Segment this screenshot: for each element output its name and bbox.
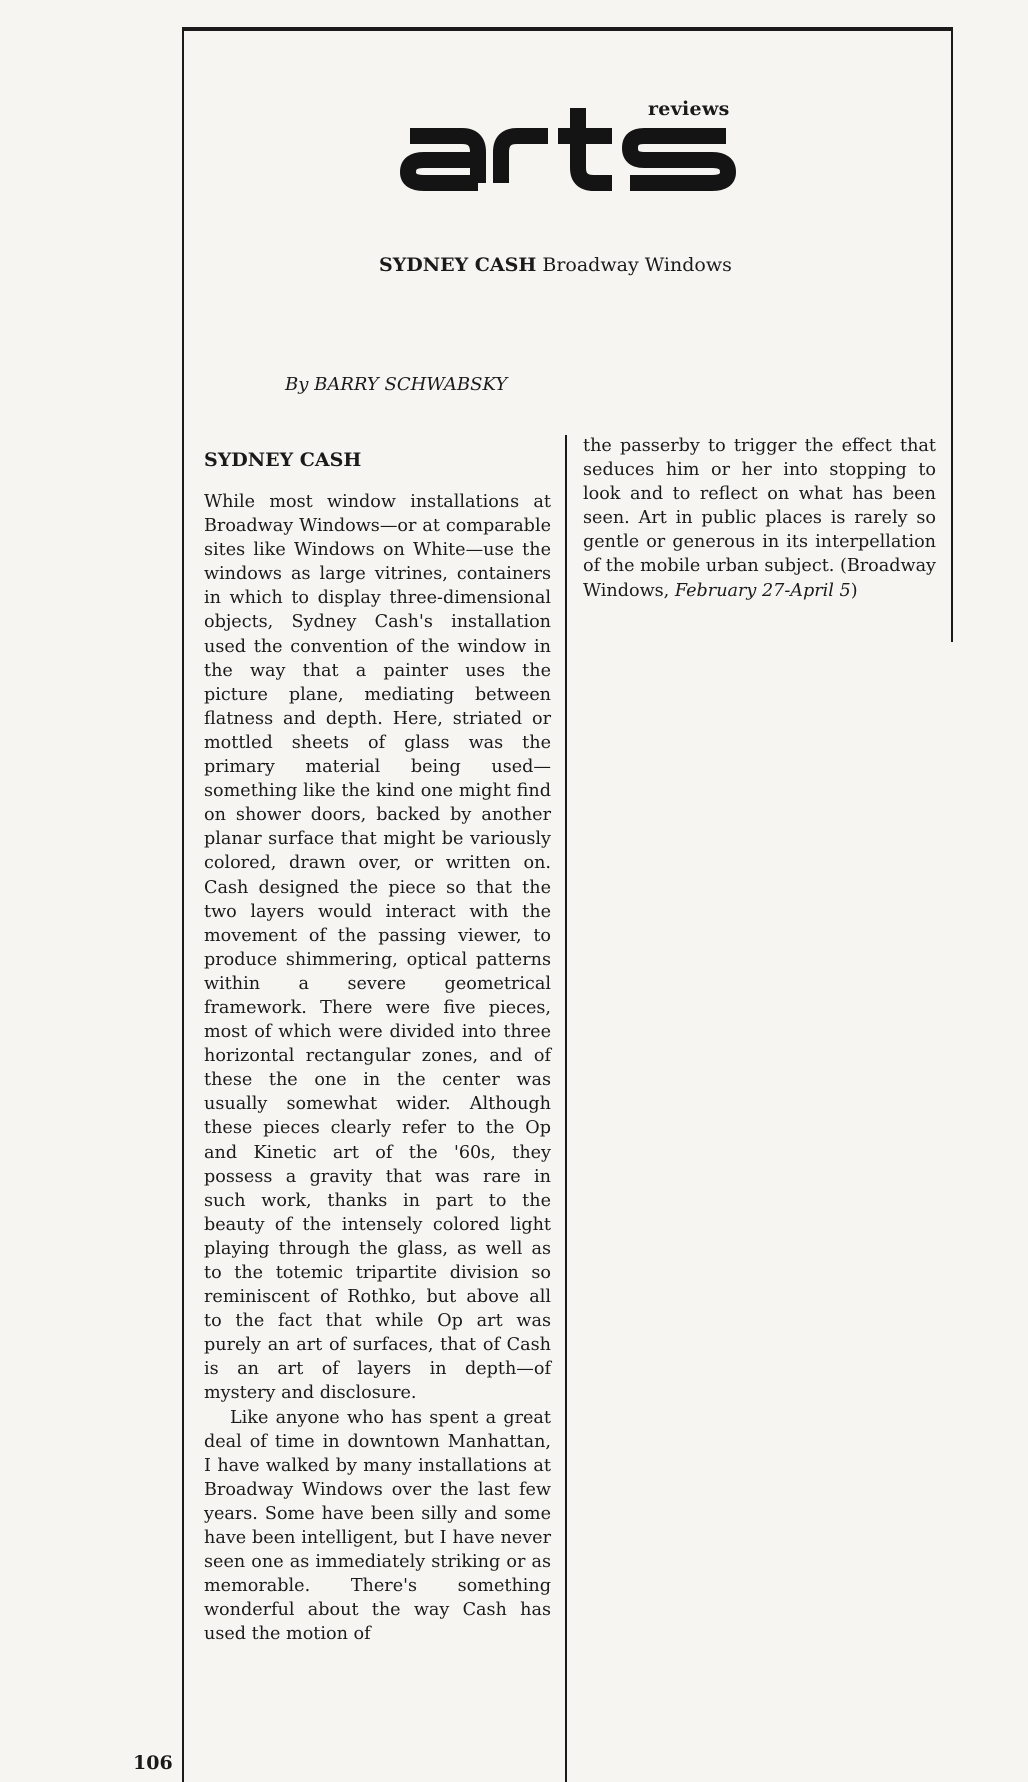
frame-top-rule — [182, 27, 953, 31]
continuation-close: ) — [850, 580, 858, 601]
exhibition-dates: February 27-April 5 — [674, 580, 851, 601]
article-subheading: SYDNEY CASH — [204, 449, 362, 471]
section-label: reviews — [648, 98, 730, 120]
column-right — [583, 434, 936, 603]
continuation-text: the passerby to trigger the effect that seduces him or her into stopping to look and to reflect on what has been seen. Art in public places is rarely so gentle or generous in its interpellation of the mobile urban subject. (Broadway Windows, — [583, 436, 936, 601]
venue-name: Broadway Windows — [542, 254, 732, 276]
artist-name: SYDNEY CASH — [379, 254, 537, 276]
paragraph-2: Like anyone who has spent a great deal of time in downtown Manhattan, I have walked by many installations at Broadway Windows over the last few years. Some have been silly and some have been intelligent, but I have never seen one as immediately striking or as memorable. There's something wonderful about the way Cash has used the motion of — [204, 1407, 551, 1645]
column-left — [204, 490, 551, 1647]
column-divider — [565, 435, 567, 1782]
frame-left-rule — [182, 27, 184, 1782]
review-heading — [379, 254, 732, 276]
continuation-paragraph — [583, 434, 936, 603]
frame-right-rule — [951, 27, 953, 642]
byline: By BARRY SCHWABSKY — [285, 374, 508, 395]
paragraph-1: While most window installations at Broadway Windows—or at comparable sites like Windows on White—use the windows as large vitrines, containers in which to display three-dimensional objects, Sydney Cash's installation used the convention of the window in the way that a painter uses the picture plane, mediating between flatness and depth. Here, striated or mottled sheets of glass was the primary material being used—something like the kind one might find on shower doors, backed by another planar surface that might be variously colored, drawn over, or written on. Cash designed the piece so that the two layers would interact with the movement of the passing viewer, to produce shimmering, optical patterns within a severe geometrical framework. There were five pieces, most of which were divided into three horizontal rectangular zones, and of these the one in the center was usually somewhat wider. Although these pieces clearly refer to the Op and Kinetic art of the '60s, they possess a gravity that was rare in such work, thanks in part to the beauty of the intensely colored light playing through the glass, as well as to the totemic tripartite division so reminiscent of Rothko, but above all to the fact that while Op art was purely an art of surfaces, that of Cash is an art of layers in depth—of mystery and disclosure. — [204, 492, 551, 1404]
page-number: 106 — [133, 1752, 173, 1774]
